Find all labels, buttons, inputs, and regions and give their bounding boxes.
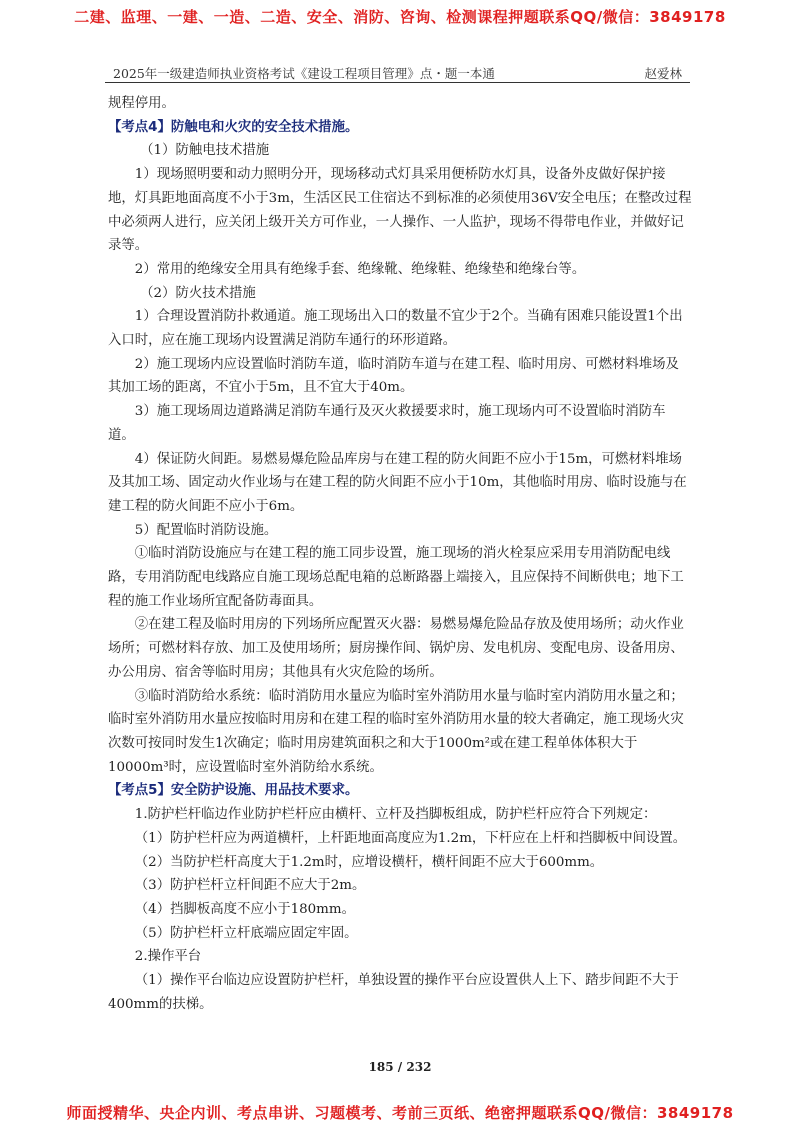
paragraph: 1）现场照明要和动力照明分开，现场移动式灯具采用便桥防水灯具，设备外皮做好保护接地，灯具距地面高度不小于3m，生活区民工住宿达不到标准的必须使用36V安全电压；在整改过程中必须两人进行，应关闭上级开关方可作业，一人操作、一人监护，现场不得带电作业，并做好记录等。	[108, 167, 692, 254]
paragraph: （2）当防护栏杆高度大于1.2m时，应增设横杆，横杆间距不应大于600mm。	[134, 854, 604, 870]
paragraph: 1.防护栏杆临边作业防护栏杆应由横杆、立杆及挡脚板组成，防护栏杆应符合下列规定：	[134, 807, 657, 823]
page-header	[105, 62, 690, 83]
subheading: （2）防火技术措施	[140, 285, 256, 301]
page-number: 185 / 232	[368, 1060, 432, 1074]
page-content	[108, 92, 692, 1016]
paragraph: 1）合理设置消防扑救通道。施工现场出入口的数量不宜少于2个。当确有困难只能设置1个出入口时，应在施工现场内设置满足消防车通行的环形道路。	[108, 309, 683, 349]
paragraph: （1）操作平台临边应设置防护栏杆，单独设置的操作平台应设置供人上下、踏步间距不大于400mm的扶梯。	[108, 973, 679, 1012]
section-heading: 【考点5】安全防护设施、用品技术要求。	[108, 783, 359, 799]
paragraph: 3）施工现场周边道路满足消防车通行及灭火救援要求时，施工现场内可不设置临时消防车道。	[108, 404, 666, 443]
paragraph: （1）防护栏杆应为两道横杆，上杆距地面高度应为1.2m，下杆应在上杆和挡脚板中间设置。	[134, 830, 687, 846]
paragraph: ②在建工程及临时用房的下列场所应配置灭火器：易燃易爆危险品存放及使用场所；动火作业场所；可燃材料存放、加工及使用场所；厨房操作间、锅炉房、发电机房、变配电房、设备用房、办公用房、宿舍等临时用房；其他具有火灾危险的场所。	[108, 617, 684, 680]
bottom-ad-banner: 师面授精华、央企内训、考点串讲、习题模考、考前三页纸、绝密押题联系QQ/微信：3849178	[66, 1104, 734, 1122]
paragraph: ①临时消防设施应与在建工程的施工同步设置，施工现场的消火栓泵应采用专用消防配电线路，专用消防配电线路应自施工现场总配电箱的总断路器上端接入，且应保持不间断供电；地下工程的施工作业场所宜配备防毒面具。	[108, 546, 684, 609]
paragraph: （4）挡脚板高度不应小于180mm。	[134, 901, 355, 917]
subheading: （1）防触电技术措施	[140, 143, 270, 159]
paragraph: （3）防护栏杆立杆间距不应大于2m。	[134, 878, 366, 894]
paragraph: 2）施工现场内应设置临时消防车道，临时消防车道与在建工程、临时用房、可燃材料堆场及其加工场的距离，不宜小于5m，且不宜大于40m。	[108, 356, 679, 396]
top-ad-banner: 二建、监理、一建、一造、二造、安全、消防、咨询、检测课程押题联系QQ/微信：3849178	[74, 8, 726, 26]
paragraph: 5）配置临时消防设施。	[134, 522, 278, 538]
paragraph: 4）保证防火间距。易燃易爆危险品库房与在建工程的防火间距不应小于15m，可燃材料堆场及其加工场、固定动火作业场与在建工程的防火间距不应小于10m，其他临时用房、临时设施与在建工程的防火间距不应小于6m。	[108, 451, 687, 514]
paragraph: 规程停用。	[108, 96, 175, 111]
paragraph: 2）常用的绝缘安全用具有绝缘手套、绝缘靴、绝缘鞋、绝缘垫和绝缘台等。	[134, 261, 586, 277]
paragraph: 2.操作平台	[134, 949, 202, 965]
paragraph: ③临时消防给水系统：临时消防用水量应为临时室外消防用水量与临时室内消防用水量之和；临时室外消防用水量应按临时用房和在建工程的临时室外消防用水量的较大者确定，施工现场火灾次数可按同时发生1次确定；临时用房建筑面积之和大于1000m²或在建工程单体体积大于10000m³时，应设置临时室外消防给水系统。	[108, 688, 684, 775]
header-author: 赵爱林	[644, 66, 682, 81]
section-heading: 【考点4】防触电和火灾的安全技术措施。	[108, 119, 359, 135]
header-title: 2025年一级建造师执业资格考试《建设工程项目管理》点・题一本通	[113, 66, 495, 81]
paragraph: （5）防护栏杆立杆底端应固定牢固。	[134, 925, 358, 941]
